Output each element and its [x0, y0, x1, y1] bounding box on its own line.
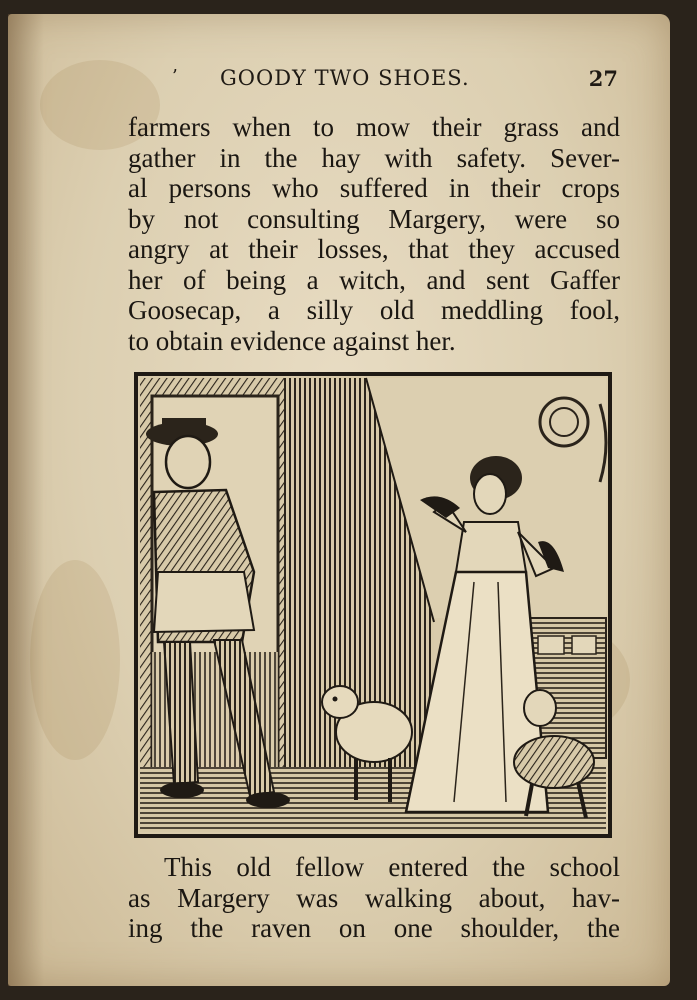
- running-title: GOODY TWO SHOES.: [220, 66, 470, 90]
- text-line: as Margery was walking about, hav-: [128, 882, 620, 913]
- text-line: farmers when to mow their grass and: [128, 112, 620, 142]
- text-line: to obtain evidence against her.: [128, 325, 456, 356]
- text-line: This old fellow entered the school: [164, 852, 620, 882]
- book: [538, 636, 564, 654]
- woodcut-illustration: [134, 372, 612, 838]
- printer-mark: ’: [172, 66, 178, 87]
- text-line: by not consulting Margery, were so: [128, 203, 620, 234]
- page-gutter: [8, 14, 44, 986]
- woodcut-drawing: [134, 372, 612, 838]
- text-line: ing the raven on one shoulder, the: [128, 913, 620, 943]
- text-line: Goosecap, a silly old meddling fool,: [128, 295, 620, 325]
- text-line: gather in the hay with safety. Sever-: [128, 142, 620, 173]
- page-number: 27: [588, 66, 618, 91]
- paragraph-2: [128, 852, 620, 944]
- text-line: angry at their losses, that they accused: [128, 234, 620, 264]
- text-line: al persons who suffered in their crops: [128, 173, 620, 203]
- text-line: her of being a witch, and sent Gaffer: [128, 264, 620, 295]
- book: [572, 636, 596, 654]
- paragraph-1: [128, 112, 620, 356]
- paper-stain: [30, 560, 120, 760]
- running-header: [120, 66, 620, 96]
